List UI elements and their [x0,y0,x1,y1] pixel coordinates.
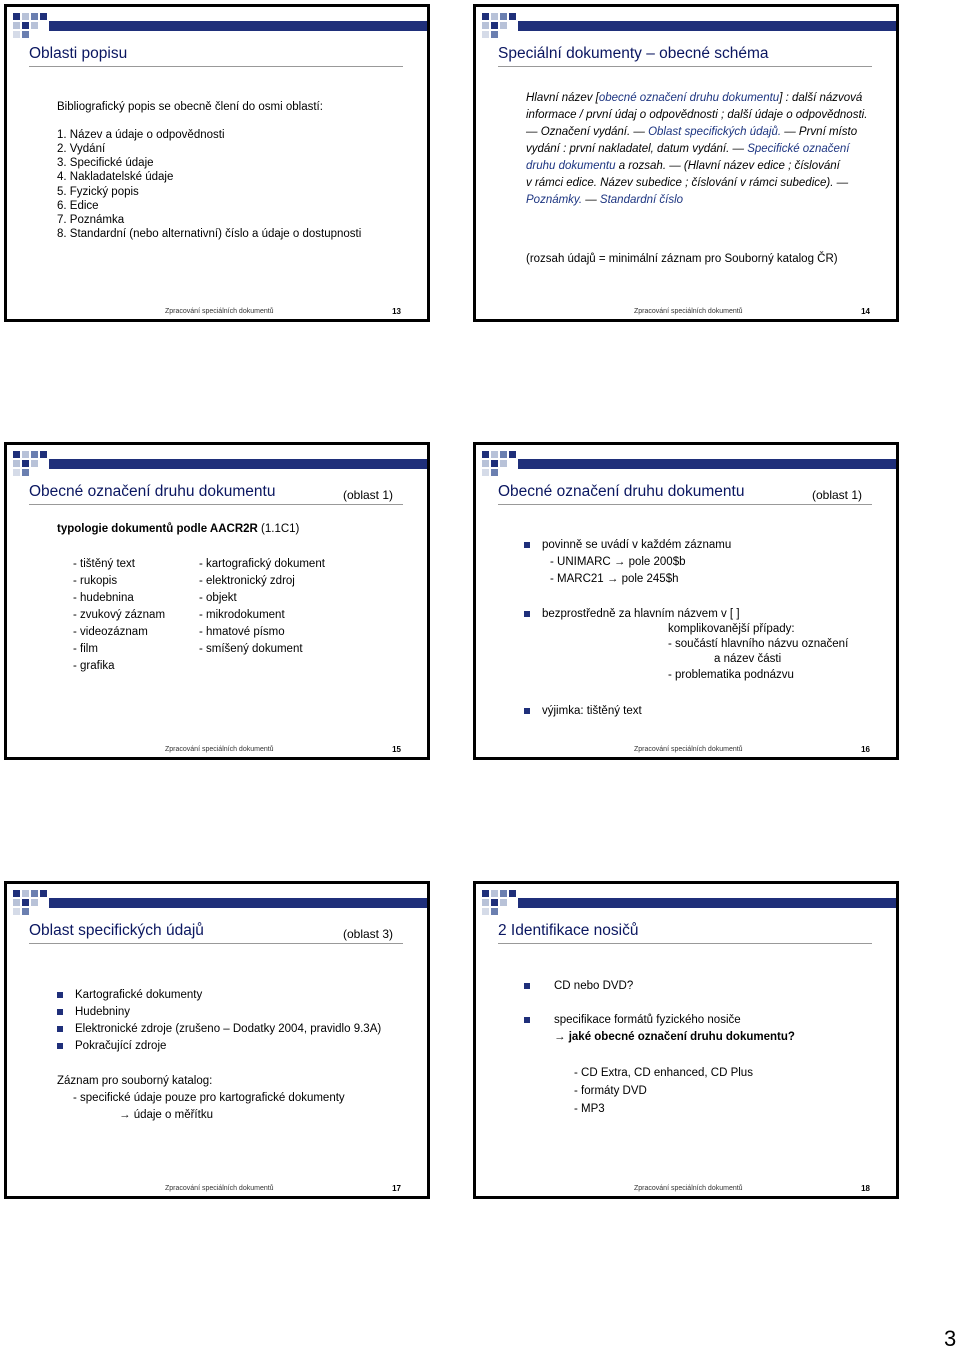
list-item: - CD Extra, CD enhanced, CD Plus [574,1067,753,1079]
list-item: - tištěný text [73,558,135,570]
bullet-text: Pokračující zdroje [75,1040,167,1052]
title-rule [29,66,403,67]
list-item: 1. Název a údaje o odpovědnosti [57,129,225,141]
list-item: - hudebnina [73,592,134,604]
schema-line: Hlavní název [obecné označení druhu dokumentu] : další názvová [526,92,863,104]
sub-item: → jaké obecné označení druhu dokumentu? [554,1031,795,1043]
schema-line: druhu dokumentu a rozsah. — (Hlavní název edice ; číslování [526,160,840,172]
slide-number: 17 [392,1184,401,1193]
title-rule [29,943,403,944]
slide-subtitle: (oblast 1) [343,488,394,502]
list-item: 7. Poznámka [57,214,125,226]
slide-decoration [13,13,101,39]
slide-decoration [482,13,570,39]
list-item: 6. Edice [57,200,99,212]
slide-14 [473,4,899,322]
footer-text: Zpracování speciálních dokumentů [165,746,274,753]
list-item: - kartografický dokument [199,558,325,570]
schema-line: v rámci edice. Název subedice ; číslování v rámci subedice). — [526,177,849,189]
list-item: - mikrodokument [199,609,285,621]
slide-decoration [13,451,101,477]
sub-item: - součástí hlavního názvu označení [668,638,849,650]
slide-decoration [482,890,570,916]
bullet-text: povinně se uvádí v každém záznamu [542,539,732,551]
slide-number: 18 [861,1184,870,1193]
bullet-text: specifikace formátů fyzického nosiče [554,1014,741,1026]
title-rule [498,943,872,944]
footer-text: Zpracování speciálních dokumentů [634,1185,743,1192]
slide-title: Oblasti popisu [29,45,128,62]
bullet-icon [524,542,530,548]
list-item: - formáty DVD [574,1085,647,1097]
record-item: - specifické údaje pouze pro kartografické dokumenty [73,1092,345,1104]
slide-number: 16 [861,745,870,754]
bullet-icon [524,611,530,617]
bullet-icon [57,1009,63,1015]
bullet-text: Hudebniny [75,1006,130,1018]
slide-number: 15 [392,745,401,754]
schema-note: (rozsah údajů = minimální záznam pro Souborný katalog ČR) [526,253,838,265]
list-item: - zvukový záznam [73,609,166,621]
list-item: - film [73,643,98,655]
intro-text: Bibliografický popis se obecně člení do osmi oblastí: [57,101,323,113]
slide-title: Obecné označení druhu dokumentu (oblast 1) [29,483,394,502]
footer-text: Zpracování speciálních dokumentů [634,308,743,315]
arrow-icon: → [554,1031,566,1043]
list-item: 2. Vydání [57,143,106,155]
footer-text: Zpracování speciálních dokumentů [634,746,743,753]
title-rule [498,504,872,505]
record-heading: Záznam pro souborný katalog: [57,1075,213,1087]
list-item: - grafika [73,660,115,672]
slide-title: Obecné označení druhu dokumentu (oblast 1) [498,483,863,502]
list-item: - objekt [199,592,237,604]
sub-item: - UNIMARC → pole 200$b [550,556,686,568]
slide-number: 14 [861,307,870,316]
slide-17 [4,881,430,1199]
bullet-icon [524,708,530,714]
sub-item: - MARC21 → pole 245$h [550,573,679,585]
schema-line: — Označení vydání. — Oblast specifických údajů. — První místo [526,126,858,138]
bullet-text: CD nebo DVD? [554,980,634,992]
list-item: - elektronický zdroj [199,575,295,587]
list-item: 4. Nakladatelské údaje [57,171,174,183]
list-item: - hmatové písmo [199,626,285,638]
list-item: - smíšený dokument [199,643,303,655]
sub-item: - problematika podnázvu [668,669,794,681]
bullet-text: Elektronické zdroje (zrušeno – Dodatky 2004, pravidlo 9.3A) [75,1023,382,1035]
slide-subtitle: (oblast 3) [343,927,394,941]
bullet-text: bezprostředně za hlavním názvem v [ ] [542,608,740,620]
schema-line: vydání : první nakladatel, datum vydání. — Specifické označení [526,143,850,155]
list-item: - rukopis [73,575,118,587]
page-number: 3 [944,1326,957,1351]
slide-decoration [13,890,101,916]
title-rule [498,66,872,67]
slide-title: Oblast specifických údajů (oblast 3) [29,922,394,941]
bullet-icon [524,1017,530,1023]
slide-subtitle: (oblast 1) [812,488,863,502]
slide-decoration [482,451,570,477]
bullet-icon [57,1026,63,1032]
list-item: 3. Specifické údaje [57,157,154,169]
schema-line: Poznámky. — Standardní číslo [526,194,684,206]
list-item: - videozáznam [73,626,148,638]
slide-title: Speciální dokumenty – obecné schéma [498,45,769,62]
bullet-icon [57,1043,63,1049]
list-item: 8. Standardní (nebo alternativní) číslo a údaje o dostupnosti [57,228,362,240]
slide-15 [4,442,430,760]
typology-heading: typologie dokumentů podle AACR2R (1.1C1) [57,523,300,535]
record-item: → údaje o měřítku [119,1109,213,1121]
sub-item: komplikovanější případy: [668,623,795,635]
slide-18 [473,881,899,1199]
bullet-icon [57,992,63,998]
bullet-text: Kartografické dokumenty [75,989,203,1001]
sub-item: a název části [714,653,782,665]
footer-text: Zpracování speciálních dokumentů [165,1185,274,1192]
bullet-icon [524,983,530,989]
slide-number: 13 [392,307,401,316]
schema-line: informace / první údaj o odpovědnosti ; další údaje o odpovědnosti. [526,109,868,121]
list-item: 5. Fyzický popis [57,186,139,198]
title-rule [29,504,403,505]
slide-13 [4,4,430,322]
footer-text: Zpracování speciálních dokumentů [165,308,274,315]
bullet-text: výjimka: tištěný text [542,705,642,717]
slide-16 [473,442,899,760]
list-item: - MP3 [574,1103,605,1115]
slide-title: 2 Identifikace nosičů [498,922,639,939]
